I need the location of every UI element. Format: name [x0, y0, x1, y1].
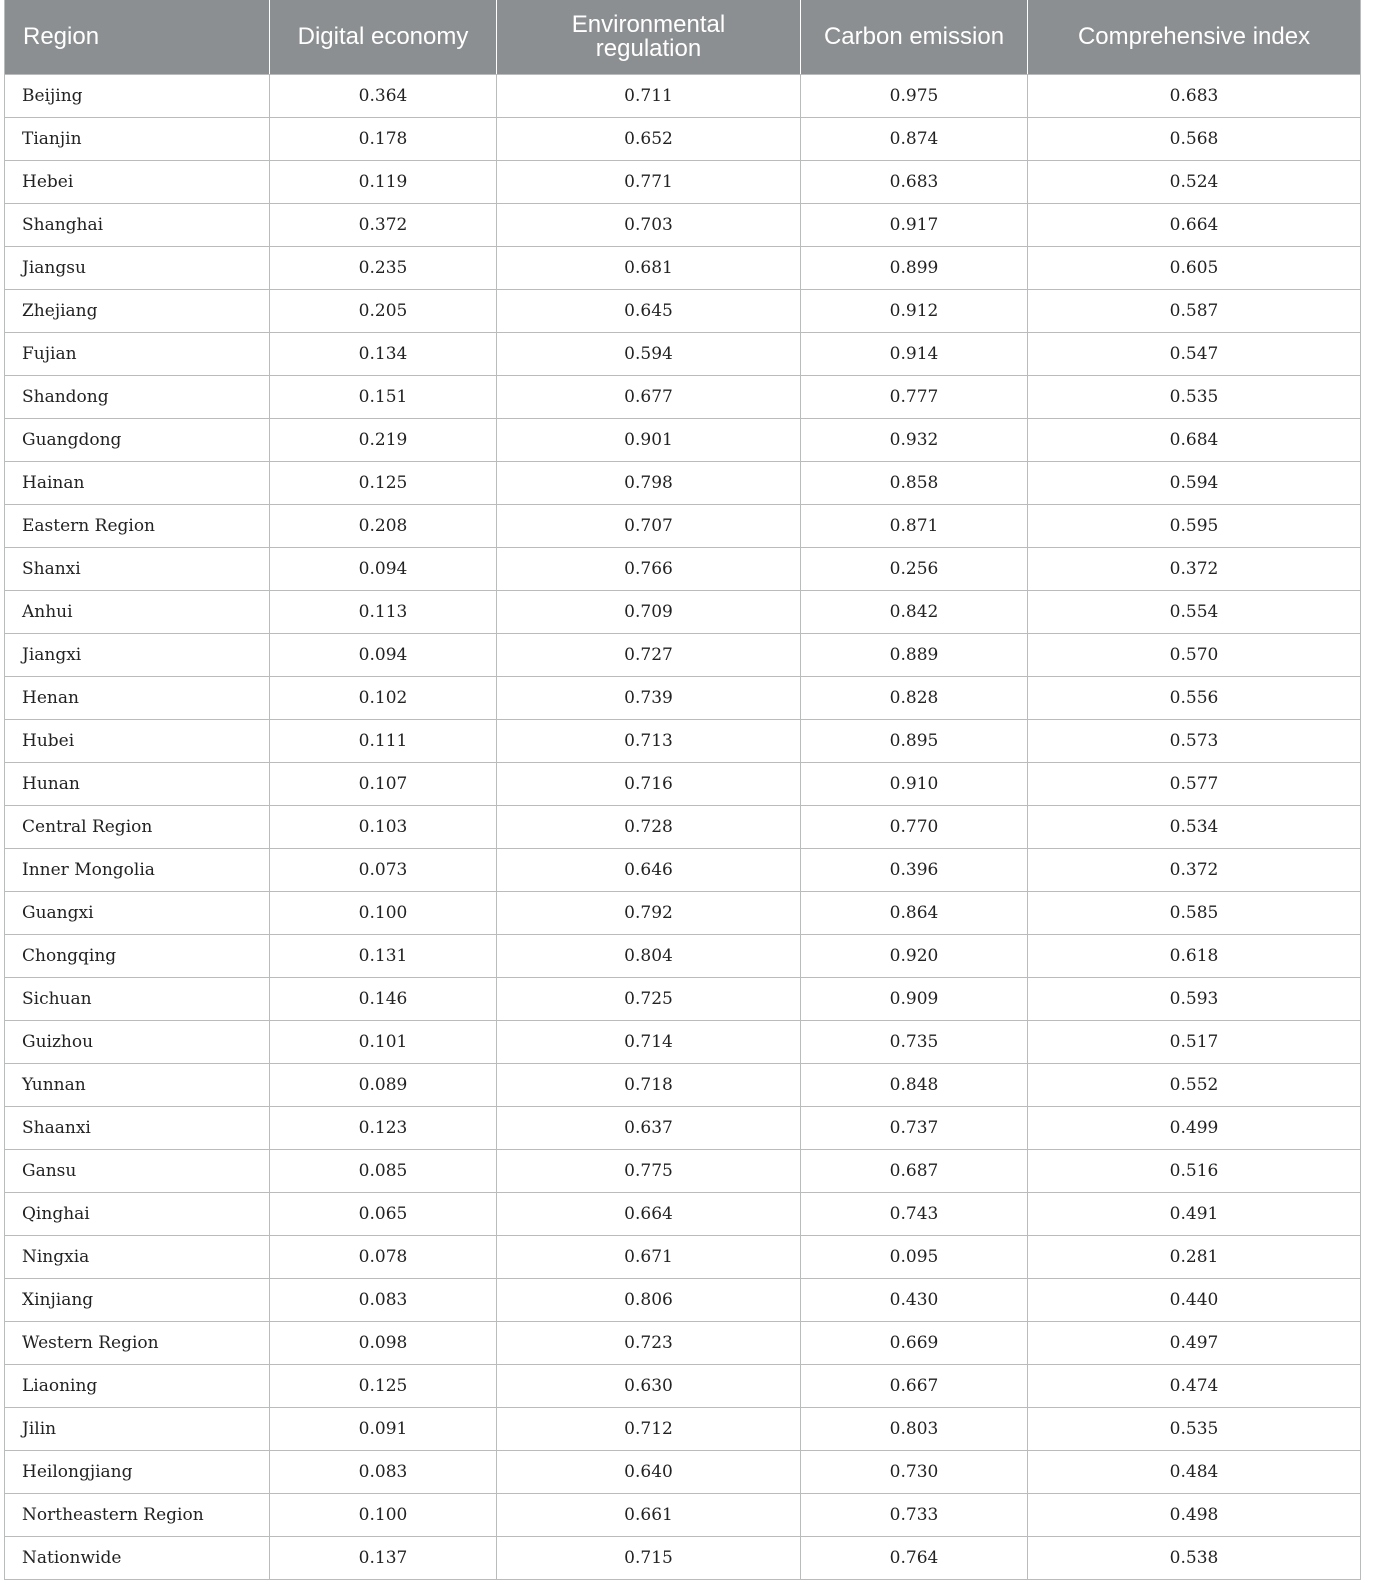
cell-digital-economy: 0.100 — [270, 1493, 497, 1536]
cell-environmental-regulation: 0.640 — [497, 1450, 801, 1493]
cell-digital-economy: 0.125 — [270, 1364, 497, 1407]
table-row — [5, 332, 1361, 375]
cell-comprehensive-index: 0.440 — [1028, 1278, 1361, 1321]
header-environmental-regulation: Environmental regulation — [497, 0, 801, 74]
cell-environmental-regulation: 0.723 — [497, 1321, 801, 1364]
cell-carbon-emission: 0.914 — [801, 332, 1028, 375]
table-row — [5, 1321, 1361, 1364]
cell-region: Shaanxi — [5, 1106, 270, 1149]
cell-carbon-emission: 0.256 — [801, 547, 1028, 590]
cell-digital-economy: 0.134 — [270, 332, 497, 375]
cell-comprehensive-index: 0.683 — [1028, 74, 1361, 117]
table-row — [5, 289, 1361, 332]
cell-digital-economy: 0.123 — [270, 1106, 497, 1149]
cell-carbon-emission: 0.917 — [801, 203, 1028, 246]
cell-region: Beijing — [5, 74, 270, 117]
table-row — [5, 1278, 1361, 1321]
table-row — [5, 117, 1361, 160]
cell-carbon-emission: 0.874 — [801, 117, 1028, 160]
cell-comprehensive-index: 0.372 — [1028, 547, 1361, 590]
table-container — [4, 0, 1360, 1580]
cell-digital-economy: 0.208 — [270, 504, 497, 547]
cell-environmental-regulation: 0.804 — [497, 934, 801, 977]
cell-digital-economy: 0.085 — [270, 1149, 497, 1192]
cell-carbon-emission: 0.743 — [801, 1192, 1028, 1235]
cell-region: Chongqing — [5, 934, 270, 977]
table-row — [5, 1192, 1361, 1235]
cell-environmental-regulation: 0.661 — [497, 1493, 801, 1536]
cell-carbon-emission: 0.770 — [801, 805, 1028, 848]
table-row — [5, 1235, 1361, 1278]
cell-carbon-emission: 0.430 — [801, 1278, 1028, 1321]
cell-digital-economy: 0.094 — [270, 633, 497, 676]
cell-environmental-regulation: 0.728 — [497, 805, 801, 848]
cell-carbon-emission: 0.396 — [801, 848, 1028, 891]
cell-comprehensive-index: 0.484 — [1028, 1450, 1361, 1493]
cell-environmental-regulation: 0.792 — [497, 891, 801, 934]
cell-comprehensive-index: 0.593 — [1028, 977, 1361, 1020]
cell-carbon-emission: 0.975 — [801, 74, 1028, 117]
table-row — [5, 805, 1361, 848]
cell-environmental-regulation: 0.646 — [497, 848, 801, 891]
table-row — [5, 375, 1361, 418]
cell-environmental-regulation: 0.652 — [497, 117, 801, 160]
cell-region: Fujian — [5, 332, 270, 375]
cell-region: Guangxi — [5, 891, 270, 934]
cell-environmental-regulation: 0.630 — [497, 1364, 801, 1407]
cell-digital-economy: 0.137 — [270, 1536, 497, 1579]
cell-region: Qinghai — [5, 1192, 270, 1235]
header-row — [5, 0, 1361, 74]
cell-digital-economy: 0.101 — [270, 1020, 497, 1063]
table-row — [5, 74, 1361, 117]
table-row — [5, 1536, 1361, 1579]
cell-comprehensive-index: 0.552 — [1028, 1063, 1361, 1106]
cell-region: Ningxia — [5, 1235, 270, 1278]
cell-region: Xinjiang — [5, 1278, 270, 1321]
cell-digital-economy: 0.100 — [270, 891, 497, 934]
cell-comprehensive-index: 0.538 — [1028, 1536, 1361, 1579]
cell-carbon-emission: 0.858 — [801, 461, 1028, 504]
cell-carbon-emission: 0.848 — [801, 1063, 1028, 1106]
table-row — [5, 977, 1361, 1020]
cell-comprehensive-index: 0.585 — [1028, 891, 1361, 934]
cell-environmental-regulation: 0.727 — [497, 633, 801, 676]
cell-carbon-emission: 0.828 — [801, 676, 1028, 719]
table-row — [5, 1149, 1361, 1192]
cell-comprehensive-index: 0.498 — [1028, 1493, 1361, 1536]
table-row — [5, 1063, 1361, 1106]
data-table — [4, 0, 1361, 1580]
cell-region: Jiangsu — [5, 246, 270, 289]
cell-environmental-regulation: 0.645 — [497, 289, 801, 332]
cell-environmental-regulation: 0.713 — [497, 719, 801, 762]
cell-environmental-regulation: 0.709 — [497, 590, 801, 633]
cell-region: Central Region — [5, 805, 270, 848]
cell-comprehensive-index: 0.547 — [1028, 332, 1361, 375]
cell-carbon-emission: 0.667 — [801, 1364, 1028, 1407]
table-row — [5, 891, 1361, 934]
cell-digital-economy: 0.178 — [270, 117, 497, 160]
cell-environmental-regulation: 0.594 — [497, 332, 801, 375]
table-row — [5, 547, 1361, 590]
cell-environmental-regulation: 0.707 — [497, 504, 801, 547]
cell-comprehensive-index: 0.517 — [1028, 1020, 1361, 1063]
cell-carbon-emission: 0.764 — [801, 1536, 1028, 1579]
cell-digital-economy: 0.219 — [270, 418, 497, 461]
cell-region: Shandong — [5, 375, 270, 418]
table-row — [5, 848, 1361, 891]
cell-comprehensive-index: 0.372 — [1028, 848, 1361, 891]
cell-environmental-regulation: 0.677 — [497, 375, 801, 418]
cell-carbon-emission: 0.899 — [801, 246, 1028, 289]
table-row — [5, 1407, 1361, 1450]
cell-digital-economy: 0.235 — [270, 246, 497, 289]
cell-region: Nationwide — [5, 1536, 270, 1579]
cell-region: Sichuan — [5, 977, 270, 1020]
cell-digital-economy: 0.065 — [270, 1192, 497, 1235]
cell-environmental-regulation: 0.775 — [497, 1149, 801, 1192]
cell-digital-economy: 0.091 — [270, 1407, 497, 1450]
cell-comprehensive-index: 0.491 — [1028, 1192, 1361, 1235]
cell-digital-economy: 0.364 — [270, 74, 497, 117]
cell-region: Jilin — [5, 1407, 270, 1450]
cell-carbon-emission: 0.683 — [801, 160, 1028, 203]
cell-digital-economy: 0.205 — [270, 289, 497, 332]
cell-comprehensive-index: 0.554 — [1028, 590, 1361, 633]
cell-environmental-regulation: 0.714 — [497, 1020, 801, 1063]
table-row — [5, 160, 1361, 203]
cell-carbon-emission: 0.932 — [801, 418, 1028, 461]
table-row — [5, 934, 1361, 977]
cell-digital-economy: 0.113 — [270, 590, 497, 633]
cell-carbon-emission: 0.889 — [801, 633, 1028, 676]
cell-digital-economy: 0.111 — [270, 719, 497, 762]
cell-carbon-emission: 0.895 — [801, 719, 1028, 762]
table-body — [5, 74, 1361, 1579]
cell-environmental-regulation: 0.766 — [497, 547, 801, 590]
header-digital-economy: Digital economy — [270, 0, 497, 74]
cell-comprehensive-index: 0.587 — [1028, 289, 1361, 332]
cell-region: Heilongjiang — [5, 1450, 270, 1493]
cell-comprehensive-index: 0.281 — [1028, 1235, 1361, 1278]
cell-region: Shanxi — [5, 547, 270, 590]
cell-region: Anhui — [5, 590, 270, 633]
table-row — [5, 633, 1361, 676]
cell-carbon-emission: 0.909 — [801, 977, 1028, 1020]
cell-comprehensive-index: 0.595 — [1028, 504, 1361, 547]
cell-environmental-regulation: 0.725 — [497, 977, 801, 1020]
table-row — [5, 461, 1361, 504]
cell-region: Hebei — [5, 160, 270, 203]
cell-region: Eastern Region — [5, 504, 270, 547]
cell-digital-economy: 0.103 — [270, 805, 497, 848]
cell-comprehensive-index: 0.664 — [1028, 203, 1361, 246]
table-row — [5, 762, 1361, 805]
cell-carbon-emission: 0.669 — [801, 1321, 1028, 1364]
table-row — [5, 719, 1361, 762]
cell-comprehensive-index: 0.570 — [1028, 633, 1361, 676]
cell-digital-economy: 0.151 — [270, 375, 497, 418]
table-row — [5, 590, 1361, 633]
header-carbon-emission: Carbon emission — [801, 0, 1028, 74]
cell-carbon-emission: 0.095 — [801, 1235, 1028, 1278]
cell-digital-economy: 0.102 — [270, 676, 497, 719]
cell-comprehensive-index: 0.497 — [1028, 1321, 1361, 1364]
cell-comprehensive-index: 0.573 — [1028, 719, 1361, 762]
cell-environmental-regulation: 0.716 — [497, 762, 801, 805]
cell-region: Hainan — [5, 461, 270, 504]
header-comprehensive-index: Comprehensive index — [1028, 0, 1361, 74]
cell-environmental-regulation: 0.712 — [497, 1407, 801, 1450]
cell-carbon-emission: 0.920 — [801, 934, 1028, 977]
cell-environmental-regulation: 0.681 — [497, 246, 801, 289]
cell-digital-economy: 0.089 — [270, 1063, 497, 1106]
cell-carbon-emission: 0.777 — [801, 375, 1028, 418]
cell-comprehensive-index: 0.499 — [1028, 1106, 1361, 1149]
cell-carbon-emission: 0.912 — [801, 289, 1028, 332]
cell-digital-economy: 0.083 — [270, 1450, 497, 1493]
cell-region: Gansu — [5, 1149, 270, 1192]
cell-environmental-regulation: 0.739 — [497, 676, 801, 719]
cell-region: Guangdong — [5, 418, 270, 461]
cell-digital-economy: 0.125 — [270, 461, 497, 504]
cell-comprehensive-index: 0.535 — [1028, 375, 1361, 418]
cell-environmental-regulation: 0.715 — [497, 1536, 801, 1579]
cell-digital-economy: 0.107 — [270, 762, 497, 805]
cell-carbon-emission: 0.735 — [801, 1020, 1028, 1063]
cell-comprehensive-index: 0.474 — [1028, 1364, 1361, 1407]
cell-environmental-regulation: 0.718 — [497, 1063, 801, 1106]
cell-environmental-regulation: 0.671 — [497, 1235, 801, 1278]
cell-region: Western Region — [5, 1321, 270, 1364]
cell-region: Yunnan — [5, 1063, 270, 1106]
table-row — [5, 1364, 1361, 1407]
cell-comprehensive-index: 0.605 — [1028, 246, 1361, 289]
table-row — [5, 676, 1361, 719]
cell-digital-economy: 0.131 — [270, 934, 497, 977]
cell-comprehensive-index: 0.594 — [1028, 461, 1361, 504]
table-header — [5, 0, 1361, 74]
table-row — [5, 1450, 1361, 1493]
cell-comprehensive-index: 0.556 — [1028, 676, 1361, 719]
table-row — [5, 1493, 1361, 1536]
cell-digital-economy: 0.372 — [270, 203, 497, 246]
cell-comprehensive-index: 0.568 — [1028, 117, 1361, 160]
cell-carbon-emission: 0.842 — [801, 590, 1028, 633]
cell-environmental-regulation: 0.637 — [497, 1106, 801, 1149]
cell-carbon-emission: 0.864 — [801, 891, 1028, 934]
cell-carbon-emission: 0.737 — [801, 1106, 1028, 1149]
cell-comprehensive-index: 0.618 — [1028, 934, 1361, 977]
cell-carbon-emission: 0.803 — [801, 1407, 1028, 1450]
cell-comprehensive-index: 0.534 — [1028, 805, 1361, 848]
cell-carbon-emission: 0.733 — [801, 1493, 1028, 1536]
cell-carbon-emission: 0.910 — [801, 762, 1028, 805]
cell-digital-economy: 0.083 — [270, 1278, 497, 1321]
cell-digital-economy: 0.146 — [270, 977, 497, 1020]
cell-digital-economy: 0.098 — [270, 1321, 497, 1364]
cell-environmental-regulation: 0.711 — [497, 74, 801, 117]
header-region: Region — [5, 0, 270, 74]
cell-carbon-emission: 0.871 — [801, 504, 1028, 547]
table-row — [5, 1020, 1361, 1063]
cell-region: Guizhou — [5, 1020, 270, 1063]
cell-region: Shanghai — [5, 203, 270, 246]
cell-region: Henan — [5, 676, 270, 719]
cell-region: Hunan — [5, 762, 270, 805]
cell-digital-economy: 0.078 — [270, 1235, 497, 1278]
cell-comprehensive-index: 0.516 — [1028, 1149, 1361, 1192]
cell-digital-economy: 0.094 — [270, 547, 497, 590]
table-row — [5, 203, 1361, 246]
cell-comprehensive-index: 0.577 — [1028, 762, 1361, 805]
cell-region: Hubei — [5, 719, 270, 762]
cell-region: Tianjin — [5, 117, 270, 160]
table-row — [5, 246, 1361, 289]
cell-environmental-regulation: 0.664 — [497, 1192, 801, 1235]
cell-region: Liaoning — [5, 1364, 270, 1407]
cell-comprehensive-index: 0.524 — [1028, 160, 1361, 203]
cell-environmental-regulation: 0.771 — [497, 160, 801, 203]
cell-environmental-regulation: 0.798 — [497, 461, 801, 504]
cell-environmental-regulation: 0.901 — [497, 418, 801, 461]
cell-comprehensive-index: 0.684 — [1028, 418, 1361, 461]
cell-carbon-emission: 0.730 — [801, 1450, 1028, 1493]
cell-region: Zhejiang — [5, 289, 270, 332]
cell-region: Northeastern Region — [5, 1493, 270, 1536]
table-row — [5, 504, 1361, 547]
cell-environmental-regulation: 0.703 — [497, 203, 801, 246]
cell-comprehensive-index: 0.535 — [1028, 1407, 1361, 1450]
table-row — [5, 418, 1361, 461]
cell-region: Inner Mongolia — [5, 848, 270, 891]
cell-region: Jiangxi — [5, 633, 270, 676]
cell-digital-economy: 0.073 — [270, 848, 497, 891]
cell-carbon-emission: 0.687 — [801, 1149, 1028, 1192]
cell-digital-economy: 0.119 — [270, 160, 497, 203]
table-row — [5, 1106, 1361, 1149]
cell-environmental-regulation: 0.806 — [497, 1278, 801, 1321]
